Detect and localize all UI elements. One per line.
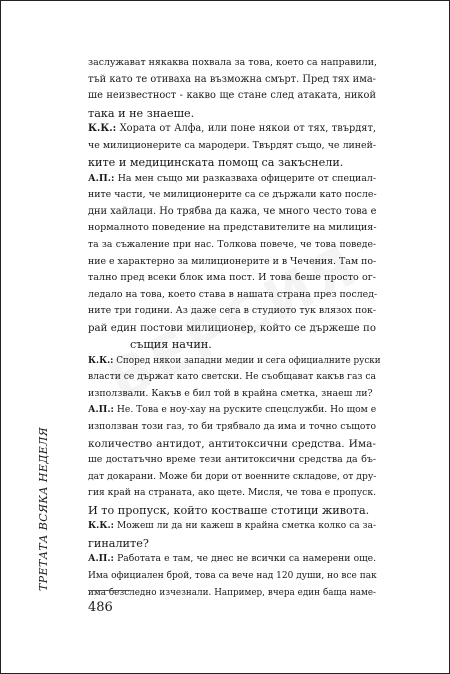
text-line [88,320,376,337]
line-text: използвали. Какъв е бил той в крайна сметка, знаеш ли? [88,387,373,399]
line-text: че милиционерите са мародери. Твърдят също, че линей- [88,139,376,151]
line-text: така и не знаеше. [88,106,195,120]
text-line [88,121,376,138]
line-text: ше достатъчно време тези антитоксични средства да бъ- [88,454,376,466]
line-text: рай един постови милиционер, който се държеше по [88,322,376,334]
line-text: Можеш ли да ни кажеш в крайна сметка колко са за- [117,521,376,532]
text-line [88,105,376,122]
line-text: има безследно изчезнали. Например, вчера един баща наме- [88,587,376,598]
text-line [88,469,376,486]
running-head: ТРЕТАТА ВСЯКА НЕДЕЛЯ [37,427,50,591]
text-line [88,204,376,221]
line-text: ките и медицинската помощ са закъснели. [88,156,344,170]
line-text: количество антидот, антитоксични средства. Има- [88,437,376,450]
line-text: Не. Това е ноу-хау на руските спецслужби. Но щом е [116,404,377,416]
line-text: ните части, че милиционерите са се държали като после- [88,189,377,201]
line-text: ше неизвестност - какво ще стане след атаката, никой [88,90,376,102]
line-text: дат докарани. Може би дори от военните складове, от дру- [88,470,377,482]
text-line [88,72,376,89]
line-text: тъй като те отиваха на възможна смърт. Пред тях има- [88,73,376,85]
text-line [88,551,376,568]
speaker-label: А.П.: [88,553,114,565]
line-text: ледало на това, което става в нашата страна през послед- [88,288,378,300]
text-line [88,402,376,419]
line-text: На мен също ми разказваха офицерите от специал- [117,172,376,184]
line-text: Хората от Алфа, или поне някои от тях, твърдят, [119,123,376,135]
line-text: Работата е там, че днес не всички са намерени още. [117,553,377,565]
text-line [88,436,376,453]
line-text: дни хайлаци. Но трябва да кажа, че много често това е [88,205,377,217]
text-line [88,568,376,585]
text-line [88,585,376,602]
line-text: власти се държат като светски. Не съобщават какъв газ са [88,371,376,383]
line-text: нормалното поведение на представителите на милиция- [88,222,377,234]
line-text: ние е характерно за милиционерите и в Чечения. Там по- [88,255,377,267]
text-line [88,270,376,287]
text-line [88,452,376,469]
speaker-label: А.П.: [88,404,114,416]
footer-rule [88,590,130,591]
text-line [88,535,376,552]
text-line [88,287,376,304]
line-text: тално пред всеки блок има пост. И това беше просто ог- [88,272,376,284]
line-text: Има официален брой, това са вече над 120 души, но все пак [88,570,377,581]
text-line [88,518,376,535]
speaker-label: К.К.: [88,355,114,366]
speaker-label: К.К.: [88,521,114,532]
line-text: гиналите? [88,536,149,550]
body-text [88,55,381,601]
line-text: гия край на страната, ако щете. Мисля, че това е пропуск. [88,487,376,499]
text-line [88,419,376,436]
text-line [88,171,376,188]
text-line [88,254,376,271]
text-line [88,138,376,155]
text-line [88,336,376,353]
line-text: та за съжаление при нас. Толкова повече, че това поведе- [88,239,376,251]
speaker-label: К.К.: [88,123,117,135]
text-line [88,220,376,237]
line-text: Според някои западни медии и сега официалните руски [116,355,381,366]
text-line [88,55,376,72]
line-text: ните три години. Аз даже сега в студиото тук влязох пок- [88,305,376,317]
text-line [88,502,376,519]
text-line [88,88,376,105]
line-text: заслужават някаква похвала за това, което са направили, [88,57,377,68]
line-text: използван този газ, то би трябвало да има и точно същото [88,421,376,433]
speaker-label: А.П.: [88,172,115,184]
page-number: 486 [88,600,113,615]
text-line [88,303,376,320]
text-line [88,369,376,386]
text-line [88,485,376,502]
text-line [88,386,376,403]
line-text: И то пропуск, който костваше стотици живота. [88,503,370,517]
text-line [88,187,376,204]
text-line [88,154,376,171]
text-line [88,237,376,254]
line-text: същия начин. [130,338,212,352]
text-line [88,353,381,370]
